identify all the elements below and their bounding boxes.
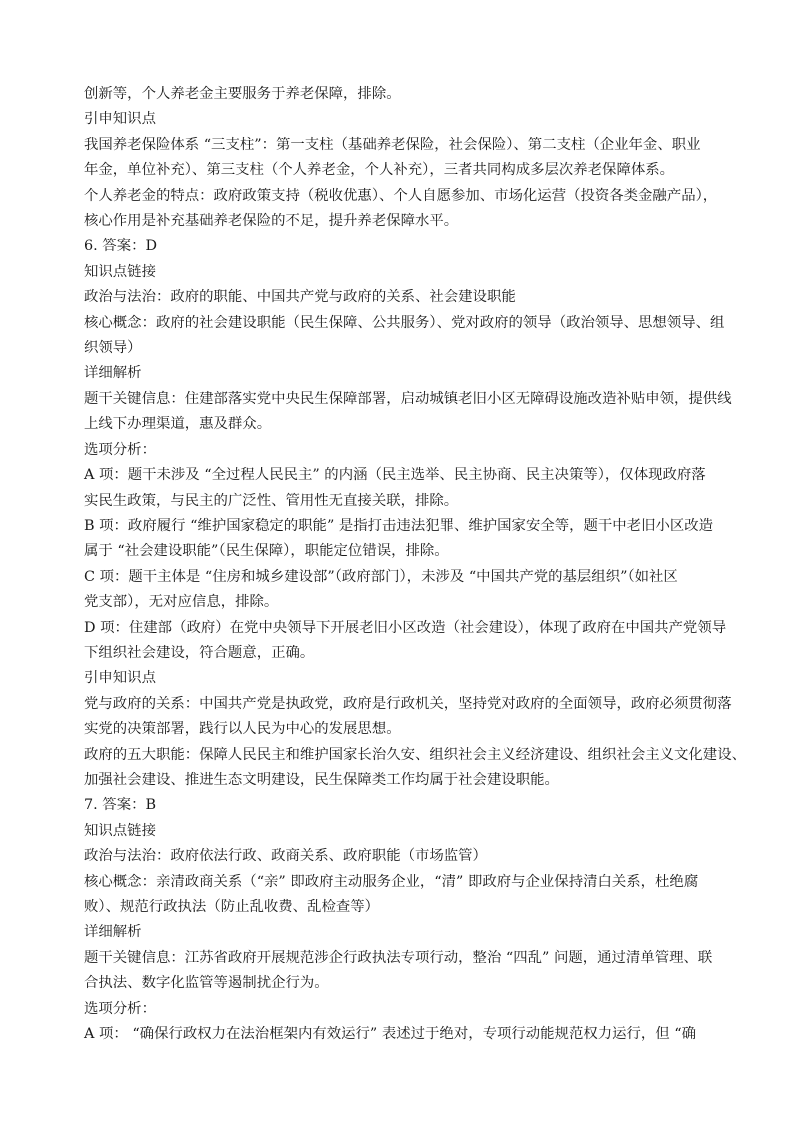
text-line: 党支部），无对应信息，排除。 [84, 594, 279, 611]
section-heading: 详细解析 [84, 924, 142, 941]
text-line: 上线下办理渠道，惠及群众。 [84, 416, 272, 433]
text-line: 实党的决策部署，践行以人民为中心的发展思想。 [84, 721, 401, 738]
answer-line: 6. 答案：D [84, 238, 158, 255]
text-line: 我国养老保险体系 “三支柱”：第一支柱（基础养老保险，社会保险）、第二支柱（企业年金、职业 [84, 136, 701, 153]
text-line: 政治与法治：政府的职能、中国共产党与政府的关系、社会建设职能 [84, 289, 516, 306]
option-line: A 项： “确保行政权力在法治框架内有效运行” 表述过于绝对，专项行动能规范权力运行，但 “确 [84, 1026, 696, 1043]
option-line: B 项：政府履行 “维护国家稳定的职能” 是指打击违法犯罪、维护国家安全等，题干中老旧小区改造 [84, 517, 714, 534]
text-line: 创新等，个人养老金主要服务于养老保障，排除。 [84, 86, 401, 102]
text-line: 属于 “社会建设职能”（民生保障），职能定位错误，排除。 [84, 543, 449, 560]
section-heading: 知识点链接 [84, 263, 156, 280]
text-line: 个人养老金的特点：政府政策支持（税收优惠）、个人自愿参加、市场化运营（投资各类金融产品）， [84, 187, 718, 204]
text-line: 题干关键信息：江苏省政府开展规范涉企行政执法专项行动，整治 “四乱” 问题，通过清单管理、联 [84, 949, 713, 966]
section-heading: 引申知识点 [84, 111, 156, 128]
text-line: 政治与法治：政府依法行政、政商关系、政府职能（市场监管） [84, 848, 487, 865]
text-line: 核心概念：亲清政商关系（“亲” 即政府主动服务企业，“清” 即政府与企业保持清白关系，杜绝腐 [84, 873, 699, 890]
text-line: 核心概念：政府的社会建设职能（民生保障、公共服务）、党对政府的领导（政治领导、思想领导、组 [84, 314, 725, 331]
text-line: 年金，单位补充）、第三支柱（个人养老金，个人补充），三者共同构成多层次养老保障体系。 [84, 162, 675, 179]
text-line: 下组织社会建设，符合题意，正确。 [84, 644, 315, 661]
section-heading: 详细解析 [84, 365, 142, 382]
section-heading: 引申知识点 [84, 670, 156, 687]
text-line: 败）、规范行政执法（防止乱收费、乱检查等） [84, 899, 380, 915]
text-line: 核心作用是补充基础养老保险的不足，提升养老保障水平。 [84, 213, 459, 230]
text-line: 加强社会建设、推进生态文明建设，民生保障类工作均属于社会建设职能。 [84, 771, 559, 788]
text-line: 政府的五大职能：保障人民民主和维护国家长治久安、组织社会主义经济建设、组织社会主义文化建设、 [84, 746, 746, 763]
text-line: 合执法、数字化监管等遏制扰企行为。 [84, 975, 329, 992]
answer-line: 7. 答案：B [84, 797, 157, 814]
text-line: 党与政府的关系：中国共产党是执政党，政府是行政机关，坚持党对政府的全面领导，政府必须贯彻落 [84, 695, 732, 712]
option-line: D 项：住建部（政府）在党中央领导下开展老旧小区改造（社会建设），体现了政府在中国共产党领导 [84, 619, 727, 636]
text-line: 实民生政策，与民主的广泛性、管用性无直接关联，排除。 [84, 492, 459, 509]
section-heading: 选项分析： [84, 441, 156, 458]
option-line: A 项：题干未涉及 “全过程人民民主” 的内涵（民主选举、民主协商、民主决策等），仅体现政府落 [84, 467, 706, 484]
section-heading: 知识点链接 [84, 822, 156, 839]
section-heading: 选项分析： [84, 1000, 156, 1017]
option-line: C 项：题干主体是 “住房和城乡建设部”（政府部门），未涉及 “中国共产党的基层组织”（如社区 [84, 568, 678, 585]
text-line: 织领导） [84, 340, 142, 357]
text-line: 题干关键信息：住建部落实党中央民生保障部署，启动城镇老旧小区无障碍设施改造补贴申领，提供线 [84, 390, 732, 407]
